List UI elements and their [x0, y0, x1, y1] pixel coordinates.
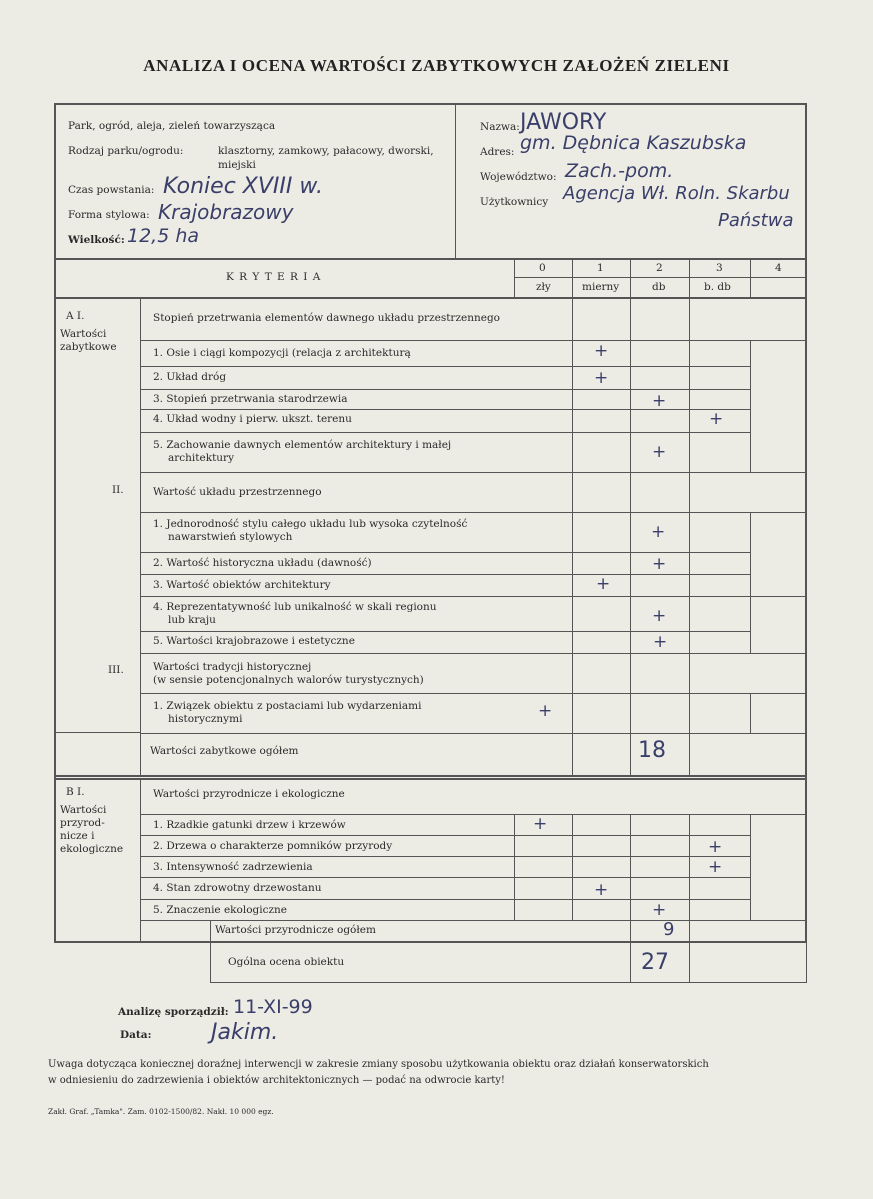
group-a2-heading: Wartość układu przestrzennego [153, 486, 322, 498]
score-2: 2 [656, 262, 663, 274]
note-line-1: Uwaga dotycząca koniecznej doraźnej interwencji w zakresie zmiany sposobu użytkowania obiektu oraz działań konserwatorskich [48, 1059, 709, 1070]
total-b-value: 9 [663, 919, 675, 940]
wojewodztwo-value: Zach.-pom. [565, 160, 674, 182]
row-a1-2: 2. Układ dróg [153, 371, 227, 383]
group-b1-heading: Wartości przyrodnicze i ekologiczne [153, 788, 345, 800]
score-label-2: db [652, 281, 666, 293]
czas-value: Koniec XVIII w. [163, 174, 323, 199]
park-type-options-2: miejski [218, 159, 256, 171]
adres-label: Adres: [480, 146, 515, 158]
row-a2-2: 2. Wartość historyczna układu (dawność) [153, 557, 372, 569]
mark-a1-2: + [594, 368, 609, 388]
mark-a2-4: + [652, 606, 667, 626]
section-a-name-2: zabytkowe [60, 341, 117, 353]
row-a1-5-cont: architektury [168, 452, 235, 464]
overall-label: Ogólna ocena obiektu [228, 956, 345, 968]
row-b1-2: 2. Drzewa o charakterze pomników przyrody [153, 840, 393, 852]
mark-b1-1: + [533, 814, 548, 834]
row-a2-5: 5. Wartości krajobrazowe i estetyczne [153, 635, 355, 647]
uzytkownicy-value: Agencja Wł. Roln. Skarbu [563, 183, 790, 204]
mark-a1-1: + [594, 341, 609, 361]
score-label-0: zły [536, 281, 551, 293]
mark-a1-3: + [652, 391, 667, 411]
nazwa-value: JAWORY [520, 110, 607, 135]
data-label: Data: [120, 1029, 152, 1041]
mark-b1-3: + [708, 857, 723, 877]
score-0: 0 [539, 262, 546, 274]
row-a2-1-cont: nawarstwień stylowych [168, 531, 293, 543]
score-3: 3 [716, 262, 723, 274]
mark-a2-2: + [652, 554, 667, 574]
note-line-2: w odniesieniu do zadrzewienia i obiektów architektonicznych — podać na odwrocie karty! [48, 1075, 505, 1086]
mark-b1-4: + [594, 880, 609, 900]
group-a1-heading: Stopień przetrwania elementów dawnego układu przestrzennego [153, 312, 500, 324]
group-a3-heading-2: (w sensie potencjonalnych walorów turystycznych) [153, 674, 424, 686]
row-a1-3: 3. Stopień przetrwania starodrzewia [153, 393, 348, 405]
row-a2-1: 1. Jednorodność stylu całego układu lub wysoka czytelność [153, 518, 468, 530]
park-type-options: klasztorny, zamkowy, pałacowy, dworski, [218, 145, 434, 157]
uzytkownicy-label: Użytkownicy [480, 196, 549, 208]
czas-label: Czas powstania: [68, 184, 155, 196]
roman-2: II. [112, 484, 124, 496]
forma-label: Forma stylowa: [68, 209, 150, 221]
row-a2-3: 3. Wartość obiektów architektury [153, 579, 331, 591]
row-b1-4: 4. Stan zdrowotny drzewostanu [153, 882, 322, 894]
forma-value: Krajobrazowy [158, 200, 294, 224]
row-a3-1-cont: historycznymi [168, 713, 243, 725]
mark-a1-5: + [652, 442, 667, 462]
mark-b1-5: + [652, 900, 667, 920]
row-a3-1: 1. Związek obiektu z postaciami lub wydarzeniami [153, 700, 422, 712]
total-a-label: Wartości zabytkowe ogółem [150, 745, 299, 757]
total-a-value: 18 [638, 738, 666, 763]
uzytkownicy-value-2: Państwa [718, 210, 794, 231]
park-type-label: Rodzaj parku/ogrodu: [68, 145, 184, 157]
roman-3: III. [108, 664, 124, 676]
section-b-name-2: przyrod- [60, 817, 105, 829]
row-a1-4: 4. Układ wodny i pierw. ukszt. terenu [153, 413, 352, 425]
wielkosc-value: 12,5 ha [127, 225, 200, 247]
header-bottom-line [55, 258, 806, 260]
overall-value: 27 [641, 950, 669, 975]
mark-a3-1: + [538, 701, 553, 721]
mark-a2-3: + [596, 574, 611, 594]
data-value: Jakim. [211, 1020, 279, 1045]
section-b-name-1: Wartości [60, 804, 107, 816]
mark-b1-2: + [708, 837, 723, 857]
wojewodztwo-label: Województwo: [480, 171, 557, 183]
score-4: 4 [775, 262, 782, 274]
adres-value: gm. Dębnica Kaszubska [520, 132, 747, 154]
score-label-1: mierny [582, 281, 620, 293]
row-b1-3: 3. Intensywność zadrzewienia [153, 861, 313, 873]
page-title: ANALIZA I OCENA WARTOŚCI ZABYTKOWYCH ZAŁOŻEŃ ZIELENI [143, 56, 730, 75]
wielkosc-label: Wielkość: [68, 234, 125, 246]
nazwa-label: Nazwa: [480, 121, 520, 133]
row-b1-5: 5. Znaczenie ekologiczne [153, 904, 288, 916]
imprint: Zakł. Graf. „Tamka". Zam. 0102-1500/82. Nakł. 10 000 egz. [48, 1107, 274, 1116]
score-1: 1 [597, 262, 604, 274]
row-a2-4-cont: lub kraju [168, 614, 216, 626]
row-a1-1: 1. Osie i ciągi kompozycji (relacja z architekturą [153, 347, 411, 359]
group-a3-heading-1: Wartości tradycji historycznej [153, 661, 312, 673]
total-b-label: Wartości przyrodnicze ogółem [215, 924, 376, 936]
row-a2-4: 4. Reprezentatywność lub unikalność w skali regionu [153, 601, 437, 613]
score-label-3: b. db [704, 281, 731, 293]
analiza-value: 11-XI-99 [233, 996, 313, 1018]
object-type-line: Park, ogród, aleja, zieleń towarzysząca [68, 120, 276, 132]
section-b-name-4: ekologiczne [60, 843, 124, 855]
header-divider [455, 104, 456, 259]
section-b-name-3: nicze i [60, 830, 95, 842]
analiza-label: Analizę sporządził: [118, 1006, 229, 1018]
row-a1-5: 5. Zachowanie dawnych elementów architektury i małej [153, 439, 452, 451]
mark-a2-1: + [651, 522, 666, 542]
mark-a2-5: + [653, 632, 668, 652]
kryteria-heading: K R Y T E R I A [226, 271, 322, 283]
mark-a1-4: + [709, 409, 724, 429]
section-a-label: A I. [66, 310, 85, 322]
section-b-label: B I. [66, 786, 85, 798]
row-b1-1: 1. Rzadkie gatunki drzew i krzewów [153, 819, 346, 831]
section-a-name-1: Wartości [60, 328, 107, 340]
